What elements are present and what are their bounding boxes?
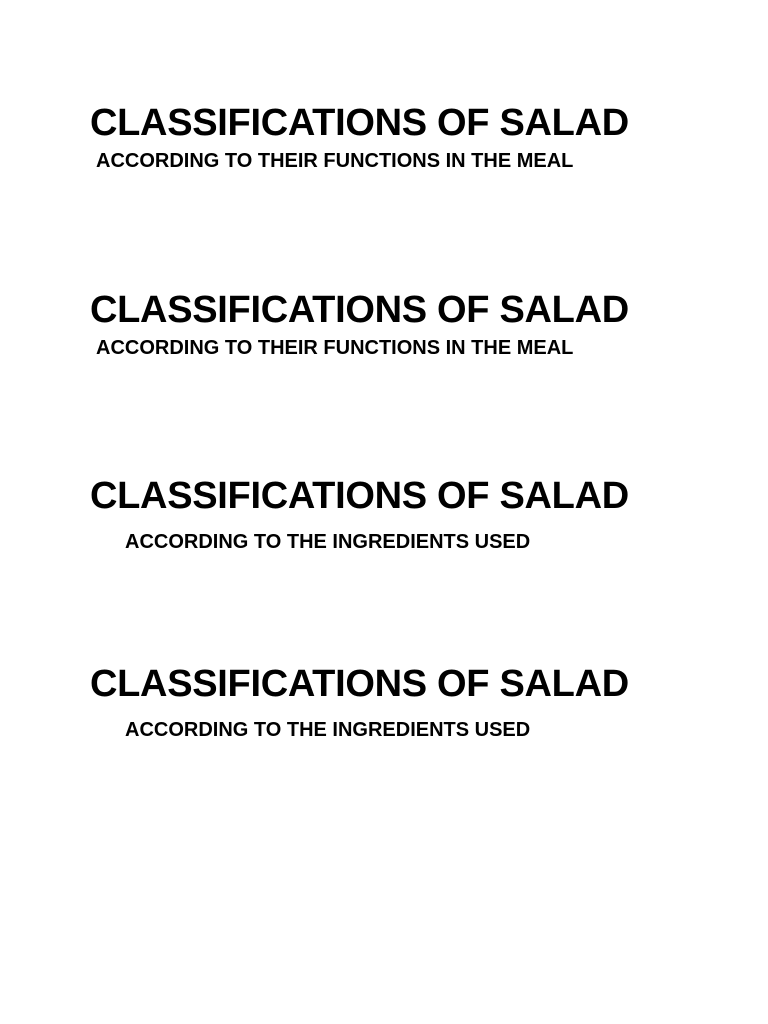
section-1 — [90, 100, 728, 174]
section-3 — [90, 473, 728, 555]
section-title: CLASSIFICATIONS OF SALAD — [90, 289, 629, 331]
section-4 — [90, 661, 728, 743]
section-title: CLASSIFICATIONS OF SALAD — [90, 663, 629, 705]
section-title: CLASSIFICATIONS OF SALAD — [90, 475, 629, 517]
section-subtitle: ACCORDING TO THE INGREDIENTS USED — [125, 531, 531, 553]
section-subtitle: ACCORDING TO THEIR FUNCTIONS IN THE MEAL — [96, 337, 574, 359]
section-title: CLASSIFICATIONS OF SALAD — [90, 102, 629, 144]
section-2 — [90, 287, 728, 361]
section-subtitle: ACCORDING TO THEIR FUNCTIONS IN THE MEAL — [96, 150, 574, 172]
section-subtitle: ACCORDING TO THE INGREDIENTS USED — [125, 719, 531, 741]
